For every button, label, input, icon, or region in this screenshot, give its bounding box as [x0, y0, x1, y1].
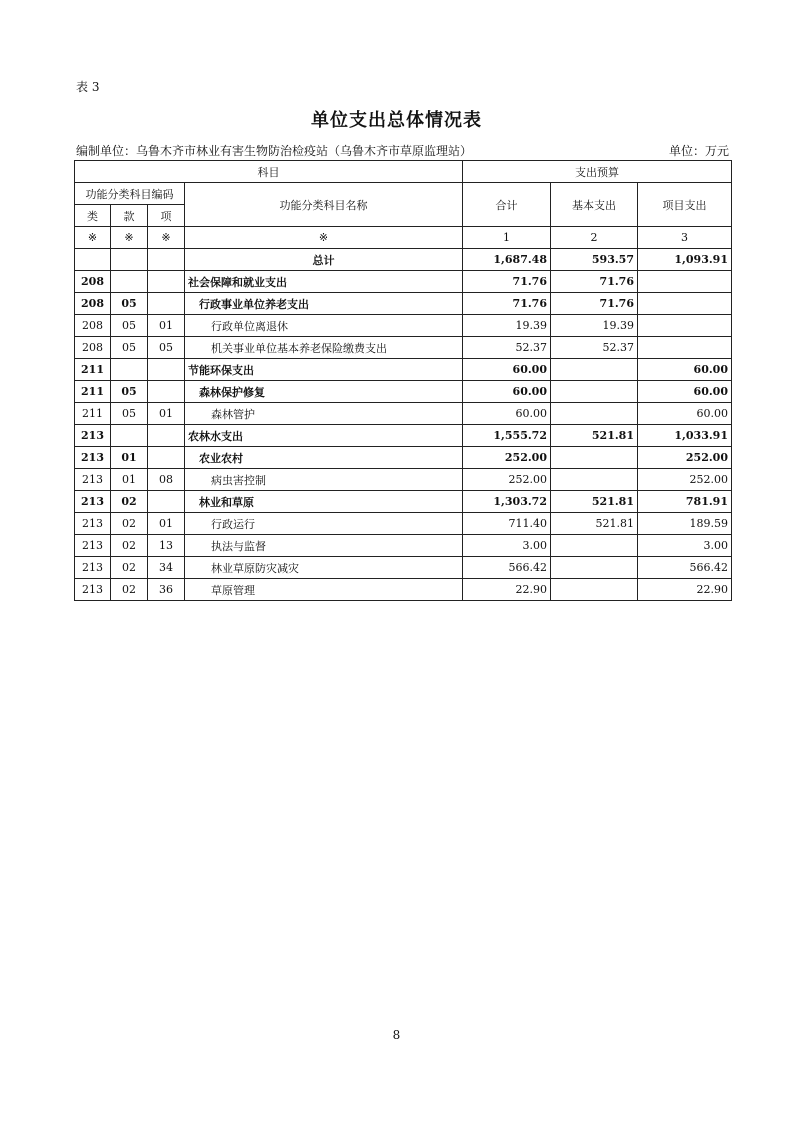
amount-basic: 52.37 [551, 337, 638, 359]
subject-name: 林业草原防灾减灾 [185, 557, 463, 579]
code-lei: 213 [75, 469, 111, 491]
code-lei: 208 [75, 315, 111, 337]
amount-total: 60.00 [463, 403, 551, 425]
code-xiang [148, 491, 185, 513]
code-kuan: 05 [111, 315, 148, 337]
amount-total: 71.76 [463, 271, 551, 293]
subject-name: 农业农村 [185, 447, 463, 469]
subject-name: 社会保障和就业支出 [185, 271, 463, 293]
code-lei: 208 [75, 293, 111, 315]
table-row [75, 425, 732, 447]
subject-name: 草原管理 [185, 579, 463, 601]
header-name: 功能分类科目名称 [185, 183, 463, 227]
amount-basic [551, 557, 638, 579]
amount-project [638, 293, 732, 315]
header-lei: 类 [75, 205, 111, 227]
amount-basic [551, 447, 638, 469]
code-xiang [148, 293, 185, 315]
code-xiang: 34 [148, 557, 185, 579]
code-lei: 213 [75, 557, 111, 579]
table-row [75, 381, 732, 403]
table-row [75, 579, 732, 601]
amount-basic: 71.76 [551, 271, 638, 293]
amount-project: 1,033.91 [638, 425, 732, 447]
col-number-3: 3 [638, 227, 732, 249]
code-kuan [111, 425, 148, 447]
code-xiang: 36 [148, 579, 185, 601]
col-number-2: 2 [551, 227, 638, 249]
code-kuan [111, 359, 148, 381]
amount-basic [551, 381, 638, 403]
code-xiang: 01 [148, 403, 185, 425]
code-xiang: 13 [148, 535, 185, 557]
subject-name: 行政事业单位养老支出 [185, 293, 463, 315]
code-xiang [148, 447, 185, 469]
amount-project: 566.42 [638, 557, 732, 579]
header-total: 合计 [463, 183, 551, 227]
mark-cell: ※ [148, 227, 185, 249]
code-kuan: 02 [111, 535, 148, 557]
table-row [75, 293, 732, 315]
amount-basic [551, 403, 638, 425]
code-lei [75, 249, 111, 271]
code-kuan: 05 [111, 337, 148, 359]
amount-project: 60.00 [638, 381, 732, 403]
code-xiang: 01 [148, 513, 185, 535]
amount-basic [551, 535, 638, 557]
amount-project: 189.59 [638, 513, 732, 535]
code-xiang [148, 249, 185, 271]
header-code-group: 功能分类科目编码 [75, 183, 185, 205]
mark-cell: ※ [185, 227, 463, 249]
code-xiang [148, 425, 185, 447]
amount-project: 60.00 [638, 403, 732, 425]
code-kuan: 02 [111, 513, 148, 535]
header-xiang: 项 [148, 205, 185, 227]
code-lei: 213 [75, 447, 111, 469]
subject-name: 森林保护修复 [185, 381, 463, 403]
amount-project: 3.00 [638, 535, 732, 557]
amount-total: 22.90 [463, 579, 551, 601]
amount-total: 19.39 [463, 315, 551, 337]
code-lei: 211 [75, 403, 111, 425]
amount-total: 566.42 [463, 557, 551, 579]
amount-total: 3.00 [463, 535, 551, 557]
amount-total: 71.76 [463, 293, 551, 315]
amount-project: 22.90 [638, 579, 732, 601]
amount-basic: 71.76 [551, 293, 638, 315]
subject-name: 病虫害控制 [185, 469, 463, 491]
subject-name: 森林管护 [185, 403, 463, 425]
code-lei: 213 [75, 535, 111, 557]
unit-label: 单位：万元 [668, 144, 729, 158]
code-lei: 211 [75, 359, 111, 381]
code-xiang: 05 [148, 337, 185, 359]
subject-name: 林业和草原 [185, 491, 463, 513]
code-xiang [148, 271, 185, 293]
amount-basic: 593.57 [551, 249, 638, 271]
table-row [75, 315, 732, 337]
code-kuan [111, 249, 148, 271]
subject-name: 执法与监督 [185, 535, 463, 557]
amount-basic: 521.81 [551, 491, 638, 513]
code-xiang [148, 359, 185, 381]
code-lei: 213 [75, 491, 111, 513]
subject-name: 机关事业单位基本养老保险缴费支出 [185, 337, 463, 359]
header-subject: 科目 [75, 161, 463, 183]
amount-total: 252.00 [463, 447, 551, 469]
amount-project [638, 315, 732, 337]
code-kuan: 05 [111, 293, 148, 315]
col-number-1: 1 [463, 227, 551, 249]
code-lei: 213 [75, 425, 111, 447]
subject-name: 节能环保支出 [185, 359, 463, 381]
organization-label: 编制单位：乌鲁木齐市林业有害生物防治检疫站（乌鲁木齐市草原监理站） [76, 144, 473, 158]
amount-project: 781.91 [638, 491, 732, 513]
amount-basic [551, 579, 638, 601]
header-basic: 基本支出 [551, 183, 638, 227]
amount-total: 1,303.72 [463, 491, 551, 513]
code-kuan [111, 271, 148, 293]
amount-basic [551, 359, 638, 381]
code-lei: 211 [75, 381, 111, 403]
table-row [75, 469, 732, 491]
subject-name: 行政单位离退休 [185, 315, 463, 337]
code-kuan: 01 [111, 447, 148, 469]
header-project: 项目支出 [638, 183, 732, 227]
amount-project: 252.00 [638, 447, 732, 469]
code-kuan: 05 [111, 403, 148, 425]
table-row [75, 513, 732, 535]
header-kuan: 款 [111, 205, 148, 227]
table-row [75, 249, 732, 271]
code-kuan: 02 [111, 491, 148, 513]
expenditure-table [74, 160, 732, 601]
code-kuan: 05 [111, 381, 148, 403]
mark-cell: ※ [75, 227, 111, 249]
subject-name: 农林水支出 [185, 425, 463, 447]
code-kuan: 02 [111, 579, 148, 601]
amount-project [638, 337, 732, 359]
code-xiang: 01 [148, 315, 185, 337]
amount-total: 60.00 [463, 359, 551, 381]
subject-name: 总计 [185, 249, 463, 271]
amount-project [638, 271, 732, 293]
page-number: 8 [392, 1028, 401, 1042]
code-kuan: 02 [111, 557, 148, 579]
mark-cell: ※ [111, 227, 148, 249]
code-kuan: 01 [111, 469, 148, 491]
table-row [75, 557, 732, 579]
amount-project: 252.00 [638, 469, 732, 491]
amount-total: 1,687.48 [463, 249, 551, 271]
amount-total: 1,555.72 [463, 425, 551, 447]
amount-basic: 19.39 [551, 315, 638, 337]
table-row [75, 403, 732, 425]
code-xiang [148, 381, 185, 403]
page-title: 单位支出总体情况表 [311, 110, 482, 131]
amount-total: 60.00 [463, 381, 551, 403]
amount-basic: 521.81 [551, 513, 638, 535]
amount-basic: 521.81 [551, 425, 638, 447]
subject-name: 行政运行 [185, 513, 463, 535]
table-row [75, 491, 732, 513]
table-row [75, 535, 732, 557]
table-row [75, 447, 732, 469]
amount-project: 1,093.91 [638, 249, 732, 271]
amount-project: 60.00 [638, 359, 732, 381]
header-budget: 支出预算 [463, 161, 732, 183]
amount-total: 52.37 [463, 337, 551, 359]
amount-total: 711.40 [463, 513, 551, 535]
code-lei: 213 [75, 579, 111, 601]
amount-basic [551, 469, 638, 491]
code-xiang: 08 [148, 469, 185, 491]
table-label: 表 3 [76, 80, 100, 94]
amount-total: 252.00 [463, 469, 551, 491]
code-lei: 208 [75, 337, 111, 359]
table-row [75, 337, 732, 359]
table-row [75, 271, 732, 293]
code-lei: 213 [75, 513, 111, 535]
table-row [75, 359, 732, 381]
code-lei: 208 [75, 271, 111, 293]
